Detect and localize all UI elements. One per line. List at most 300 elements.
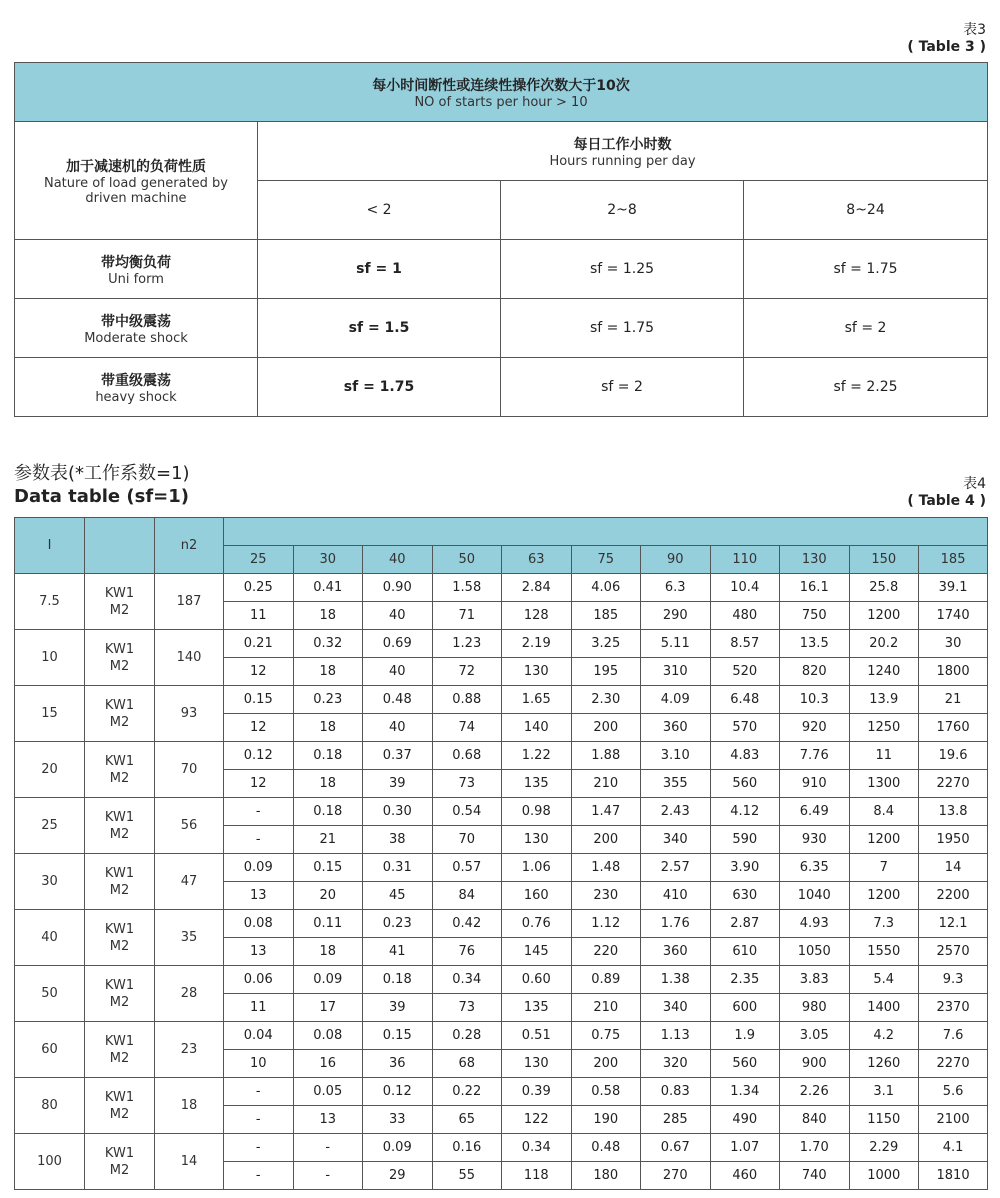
load-type-zh: 带中级震荡	[101, 313, 171, 330]
unit-kw-label: KW1	[104, 977, 135, 993]
m2-value: 200	[571, 1050, 641, 1078]
unit-kw-label: KW1	[104, 697, 135, 713]
kw-value: 19.6	[919, 742, 988, 770]
kw-value: 13.9	[849, 686, 919, 714]
sf-value: sf = 1.75	[501, 299, 744, 358]
kw-value: 0.34	[502, 1134, 572, 1162]
table-row	[15, 966, 988, 994]
m2-value: 12	[224, 770, 294, 798]
kw-value: 0.09	[363, 1134, 433, 1162]
kw-value: 0.04	[224, 1022, 294, 1050]
kw-value: 2.87	[710, 910, 780, 938]
unit-cell	[85, 742, 155, 798]
m2-value: 18	[293, 714, 363, 742]
table-row	[15, 742, 988, 770]
kw-value: 0.98	[502, 798, 572, 826]
m2-value: 320	[641, 1050, 711, 1078]
kw-value: 2.29	[849, 1134, 919, 1162]
kw-value: 1.9	[710, 1022, 780, 1050]
m2-value: 40	[363, 602, 433, 630]
table4-caption-zh: 表4	[963, 476, 986, 492]
m2-value: 290	[641, 602, 711, 630]
col-header-i: I	[15, 518, 85, 574]
ratio-cell: 7.5	[15, 574, 85, 630]
kw-value: 0.12	[363, 1078, 433, 1106]
table-row	[15, 358, 988, 417]
kw-value: 12.1	[919, 910, 988, 938]
kw-value: 0.28	[432, 1022, 502, 1050]
kw-value: 7	[849, 854, 919, 882]
kw-value: 6.3	[641, 574, 711, 602]
size-header: 150	[849, 546, 919, 574]
unit-m2-label: M2	[109, 1162, 130, 1178]
data-table	[14, 517, 988, 1190]
kw-value: 0.23	[363, 910, 433, 938]
sf-value: sf = 2	[501, 358, 744, 417]
kw-value: 14	[919, 854, 988, 882]
size-header: 75	[571, 546, 641, 574]
m2-value: 1050	[780, 938, 850, 966]
kw-value: 11	[849, 742, 919, 770]
kw-value: 0.15	[363, 1022, 433, 1050]
kw-value: 0.58	[571, 1078, 641, 1106]
kw-value: 0.88	[432, 686, 502, 714]
load-type-zh: 带均衡负荷	[101, 254, 171, 271]
m2-value: 18	[293, 770, 363, 798]
m2-value: 2100	[919, 1106, 988, 1134]
ratio-cell: 50	[15, 966, 85, 1022]
kw-value: 4.93	[780, 910, 850, 938]
m2-value: 1400	[849, 994, 919, 1022]
table-header-row	[15, 518, 988, 546]
kw-value: 2.30	[571, 686, 641, 714]
m2-value: 145	[502, 938, 572, 966]
m2-value: 560	[710, 770, 780, 798]
m2-value: 11	[224, 602, 294, 630]
kw-value: 4.83	[710, 742, 780, 770]
m2-value: 1150	[849, 1106, 919, 1134]
unit-kw-label: KW1	[104, 1145, 135, 1161]
table4-caption-en: ( Table 4 )	[907, 493, 986, 509]
m2-value: 1250	[849, 714, 919, 742]
unit-cell	[85, 910, 155, 966]
kw-value: 6.35	[780, 854, 850, 882]
m2-value: 180	[571, 1162, 641, 1190]
ratio-cell: 80	[15, 1078, 85, 1134]
m2-value: 118	[502, 1162, 572, 1190]
m2-value: 820	[780, 658, 850, 686]
load-type-en: heavy shock	[95, 389, 177, 405]
load-type-en: Uni form	[108, 271, 164, 287]
m2-value: 130	[502, 1050, 572, 1078]
unit-cell	[85, 574, 155, 630]
kw-value: 1.23	[432, 630, 502, 658]
size-header: 40	[363, 546, 433, 574]
m2-value: 195	[571, 658, 641, 686]
kw-value: 3.10	[641, 742, 711, 770]
table-row	[15, 299, 988, 358]
unit-m2-label: M2	[109, 714, 130, 730]
n2-cell: 14	[155, 1134, 224, 1190]
ratio-cell: 30	[15, 854, 85, 910]
ratio-cell: 10	[15, 630, 85, 686]
unit-kw-label: KW1	[104, 865, 135, 881]
kw-value: 4.12	[710, 798, 780, 826]
kw-value: 20.2	[849, 630, 919, 658]
m2-value: 185	[571, 602, 641, 630]
kw-value: 0.51	[502, 1022, 572, 1050]
m2-value: 310	[641, 658, 711, 686]
size-header: 30	[293, 546, 363, 574]
kw-value: 2.26	[780, 1078, 850, 1106]
unit-kw-label: KW1	[104, 1089, 135, 1105]
n2-cell: 140	[155, 630, 224, 686]
hours-per-day-header	[258, 122, 988, 181]
m2-value: 1810	[919, 1162, 988, 1190]
n2-cell: 23	[155, 1022, 224, 1078]
kw-value: 5.11	[641, 630, 711, 658]
kw-value: 0.39	[502, 1078, 572, 1106]
m2-value: 13	[293, 1106, 363, 1134]
kw-value: 1.65	[502, 686, 572, 714]
m2-value: 33	[363, 1106, 433, 1134]
m2-value: 270	[641, 1162, 711, 1190]
m2-value: 18	[293, 658, 363, 686]
m2-value: -	[224, 1162, 294, 1190]
kw-value: 8.57	[710, 630, 780, 658]
hours-col-8-24: 8~24	[744, 181, 988, 240]
unit-kw-label: KW1	[104, 1033, 135, 1049]
kw-value: 5.6	[919, 1078, 988, 1106]
m2-value: 160	[502, 882, 572, 910]
kw-value: 7.6	[919, 1022, 988, 1050]
m2-value: 570	[710, 714, 780, 742]
kw-value: 1.76	[641, 910, 711, 938]
n2-cell: 93	[155, 686, 224, 742]
unit-m2-label: M2	[109, 1106, 130, 1122]
m2-value: 72	[432, 658, 502, 686]
starts-header-en: NO of starts per hour > 10	[414, 94, 588, 110]
table-row	[15, 686, 988, 714]
m2-value: 930	[780, 826, 850, 854]
m2-value: 210	[571, 994, 641, 1022]
kw-value: 0.48	[571, 1134, 641, 1162]
m2-value: 13	[224, 938, 294, 966]
hours-header-en: Hours running per day	[549, 153, 696, 169]
m2-value: 200	[571, 826, 641, 854]
n2-cell: 187	[155, 574, 224, 630]
size-header: 110	[710, 546, 780, 574]
hours-col-lt2: < 2	[258, 181, 501, 240]
table-row	[15, 1022, 988, 1050]
table-row	[15, 854, 988, 882]
m2-value: 1260	[849, 1050, 919, 1078]
kw-value: 0.34	[432, 966, 502, 994]
m2-value: 21	[293, 826, 363, 854]
size-header: 185	[919, 546, 988, 574]
unit-kw-label: KW1	[104, 753, 135, 769]
kw-value: 1.06	[502, 854, 572, 882]
kw-value: 0.48	[363, 686, 433, 714]
kw-value: 39.1	[919, 574, 988, 602]
m2-value: 360	[641, 938, 711, 966]
m2-value: 12	[224, 658, 294, 686]
ratio-cell: 100	[15, 1134, 85, 1190]
load-type-zh: 带重级震荡	[101, 372, 171, 389]
m2-value: 38	[363, 826, 433, 854]
unit-m2-label: M2	[109, 602, 130, 618]
kw-value: 0.18	[293, 798, 363, 826]
table4-caption	[907, 476, 986, 510]
kw-value: 1.47	[571, 798, 641, 826]
data-table-heading	[14, 462, 190, 508]
kw-value: 3.05	[780, 1022, 850, 1050]
m2-value: 2270	[919, 770, 988, 798]
kw-value: 25.8	[849, 574, 919, 602]
sf-value: sf = 1.75	[744, 240, 988, 299]
kw-value: 3.1	[849, 1078, 919, 1106]
kw-value: 0.22	[432, 1078, 502, 1106]
m2-value: 1300	[849, 770, 919, 798]
m2-value: 460	[710, 1162, 780, 1190]
kw-value: 0.15	[293, 854, 363, 882]
m2-value: 1550	[849, 938, 919, 966]
kw-value: 0.08	[224, 910, 294, 938]
sf-value: sf = 1	[258, 240, 501, 299]
size-header: 130	[780, 546, 850, 574]
m2-value: 68	[432, 1050, 502, 1078]
m2-value: 480	[710, 602, 780, 630]
m2-value: 900	[780, 1050, 850, 1078]
size-header: 90	[641, 546, 711, 574]
m2-value: 1200	[849, 826, 919, 854]
starts-header-zh: 每小时间断性或连续性操作次数大于10次	[372, 77, 630, 94]
m2-value: 355	[641, 770, 711, 798]
table-row	[15, 1078, 988, 1106]
m2-value: 135	[502, 770, 572, 798]
m2-value: 74	[432, 714, 502, 742]
n2-cell: 47	[155, 854, 224, 910]
m2-value: 39	[363, 770, 433, 798]
unit-kw-label: KW1	[104, 809, 135, 825]
m2-value: 630	[710, 882, 780, 910]
hours-col-2-8: 2~8	[501, 181, 744, 240]
kw-value: 0.68	[432, 742, 502, 770]
m2-value: 36	[363, 1050, 433, 1078]
m2-value: 73	[432, 994, 502, 1022]
kw-value: -	[293, 1134, 363, 1162]
m2-value: 560	[710, 1050, 780, 1078]
m2-value: 2200	[919, 882, 988, 910]
kw-value: 0.75	[571, 1022, 641, 1050]
kw-value: 1.58	[432, 574, 502, 602]
kw-value: 0.83	[641, 1078, 711, 1106]
size-group-header	[224, 518, 988, 546]
m2-value: 1000	[849, 1162, 919, 1190]
m2-value: 1950	[919, 826, 988, 854]
kw-value: 0.57	[432, 854, 502, 882]
kw-value: 1.70	[780, 1134, 850, 1162]
m2-value: 410	[641, 882, 711, 910]
kw-value: 0.31	[363, 854, 433, 882]
m2-value: 10	[224, 1050, 294, 1078]
kw-value: 2.57	[641, 854, 711, 882]
m2-value: 55	[432, 1162, 502, 1190]
m2-value: 200	[571, 714, 641, 742]
m2-value: 1240	[849, 658, 919, 686]
unit-m2-label: M2	[109, 938, 130, 954]
load-type-heavy	[15, 358, 258, 417]
m2-value: 84	[432, 882, 502, 910]
kw-value: 0.54	[432, 798, 502, 826]
m2-value: 20	[293, 882, 363, 910]
kw-value: 6.48	[710, 686, 780, 714]
m2-value: 220	[571, 938, 641, 966]
table-row	[15, 1134, 988, 1162]
m2-value: 1200	[849, 602, 919, 630]
kw-value: 0.37	[363, 742, 433, 770]
ratio-cell: 60	[15, 1022, 85, 1078]
m2-value: 11	[224, 994, 294, 1022]
kw-value: 0.30	[363, 798, 433, 826]
m2-value: 980	[780, 994, 850, 1022]
kw-value: 0.32	[293, 630, 363, 658]
col-header-n2: n2	[155, 518, 224, 574]
data-table-heading-en: Data table (sf=1)	[14, 486, 189, 507]
kw-value: 1.38	[641, 966, 711, 994]
m2-value: 2570	[919, 938, 988, 966]
unit-kw-label: KW1	[104, 641, 135, 657]
sf-value: sf = 1.75	[258, 358, 501, 417]
size-header: 63	[502, 546, 572, 574]
unit-cell	[85, 1134, 155, 1190]
m2-value: 122	[502, 1106, 572, 1134]
ratio-cell: 25	[15, 798, 85, 854]
table3-caption-en: ( Table 3 )	[907, 39, 986, 55]
unit-m2-label: M2	[109, 658, 130, 674]
kw-value: 0.15	[224, 686, 294, 714]
m2-value: 340	[641, 994, 711, 1022]
hours-header-zh: 每日工作小时数	[573, 136, 672, 153]
kw-value: 21	[919, 686, 988, 714]
m2-value: 70	[432, 826, 502, 854]
kw-value: 2.43	[641, 798, 711, 826]
kw-value: -	[224, 1078, 294, 1106]
unit-cell	[85, 686, 155, 742]
m2-value: 41	[363, 938, 433, 966]
kw-value: 7.3	[849, 910, 919, 938]
m2-value: 2270	[919, 1050, 988, 1078]
kw-value: 0.76	[502, 910, 572, 938]
table3-caption	[907, 22, 986, 56]
m2-value: 1740	[919, 602, 988, 630]
sf-value: sf = 2	[744, 299, 988, 358]
kw-value: 1.22	[502, 742, 572, 770]
kw-value: 3.90	[710, 854, 780, 882]
unit-m2-label: M2	[109, 770, 130, 786]
m2-value: 13	[224, 882, 294, 910]
unit-cell	[85, 966, 155, 1022]
m2-value: 740	[780, 1162, 850, 1190]
m2-value: 18	[293, 938, 363, 966]
kw-value: 8.4	[849, 798, 919, 826]
unit-cell	[85, 1078, 155, 1134]
kw-value: -	[224, 1134, 294, 1162]
table-row	[15, 630, 988, 658]
sf-value: sf = 1.5	[258, 299, 501, 358]
n2-cell: 18	[155, 1078, 224, 1134]
m2-value: 40	[363, 714, 433, 742]
m2-value: 17	[293, 994, 363, 1022]
data-table-heading-zh: 参数表(*工作系数=1)	[14, 463, 190, 484]
unit-cell	[85, 630, 155, 686]
kw-value: 1.13	[641, 1022, 711, 1050]
m2-value: 1760	[919, 714, 988, 742]
load-nature-en-2: driven machine	[85, 190, 187, 206]
kw-value: 3.25	[571, 630, 641, 658]
kw-value: 0.05	[293, 1078, 363, 1106]
kw-value: 0.41	[293, 574, 363, 602]
kw-value: 0.23	[293, 686, 363, 714]
unit-m2-label: M2	[109, 882, 130, 898]
kw-value: 1.34	[710, 1078, 780, 1106]
kw-value: 0.60	[502, 966, 572, 994]
m2-value: 76	[432, 938, 502, 966]
kw-value: -	[224, 798, 294, 826]
m2-value: 1200	[849, 882, 919, 910]
unit-m2-label: M2	[109, 1050, 130, 1066]
m2-value: 2370	[919, 994, 988, 1022]
kw-value: 10.3	[780, 686, 850, 714]
kw-value: 0.08	[293, 1022, 363, 1050]
starts-per-hour-header	[15, 63, 988, 122]
kw-value: 16.1	[780, 574, 850, 602]
kw-value: 3.83	[780, 966, 850, 994]
kw-value: 0.25	[224, 574, 294, 602]
kw-value: 1.12	[571, 910, 641, 938]
kw-value: 10.4	[710, 574, 780, 602]
kw-value: 0.42	[432, 910, 502, 938]
load-type-moderate	[15, 299, 258, 358]
kw-value: 7.76	[780, 742, 850, 770]
m2-value: 12	[224, 714, 294, 742]
table-row	[15, 574, 988, 602]
kw-value: 4.09	[641, 686, 711, 714]
size-header: 50	[432, 546, 502, 574]
n2-cell: 56	[155, 798, 224, 854]
table-row	[15, 798, 988, 826]
m2-value: 590	[710, 826, 780, 854]
m2-value: 128	[502, 602, 572, 630]
m2-value: -	[224, 826, 294, 854]
m2-value: 130	[502, 826, 572, 854]
m2-value: 230	[571, 882, 641, 910]
ratio-cell: 40	[15, 910, 85, 966]
table-row	[15, 240, 988, 299]
n2-cell: 28	[155, 966, 224, 1022]
m2-value: 910	[780, 770, 850, 798]
kw-value: 4.1	[919, 1134, 988, 1162]
kw-value: 6.49	[780, 798, 850, 826]
m2-value: 140	[502, 714, 572, 742]
m2-value: 490	[710, 1106, 780, 1134]
unit-cell	[85, 798, 155, 854]
m2-value: 840	[780, 1106, 850, 1134]
m2-value: -	[293, 1162, 363, 1190]
kw-value: 30	[919, 630, 988, 658]
kw-value: 1.88	[571, 742, 641, 770]
m2-value: 610	[710, 938, 780, 966]
